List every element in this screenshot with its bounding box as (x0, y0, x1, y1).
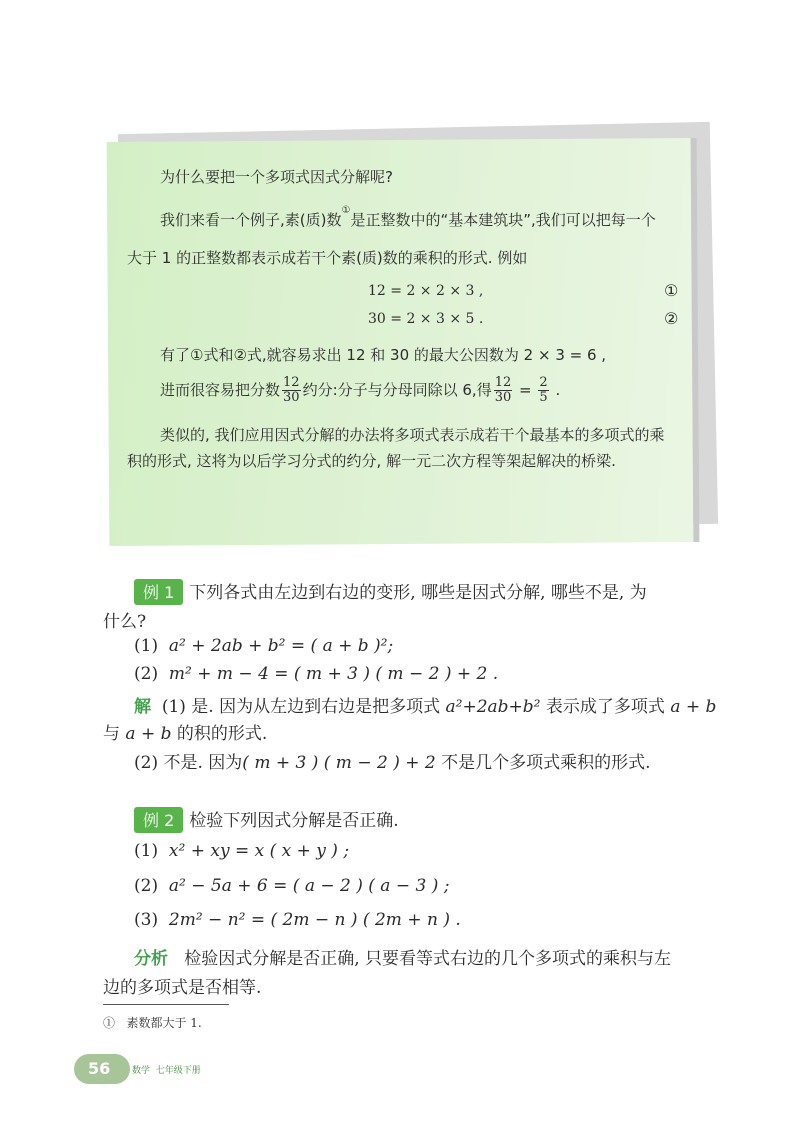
example-2-item-3 (134, 910, 461, 930)
analysis-text-1: 检验因式分解是否正确, 只要看等式右边的几个多项式的乘积与左 (184, 949, 672, 969)
card-paragraph-3 (160, 376, 560, 405)
equation-2-tag: ② (664, 309, 679, 328)
fraction-2-5: $\frac{2}{5}$ (539, 375, 548, 405)
solution-line-3 (134, 748, 651, 773)
equation-1: 12 = 2 × 2 × 3 , (368, 283, 484, 299)
footnote (103, 1014, 202, 1031)
fraction-12-30: $\frac{12}{30}$ (283, 375, 300, 405)
subject-label: 数学 (132, 1066, 151, 1076)
footnote-ref: ① (341, 205, 351, 216)
equation-1-tag: ① (664, 281, 679, 300)
solution-text-a: (1) 是. 因为从左边到右边是把多项式 (161, 697, 441, 717)
example-1-line-2: 什么? (103, 612, 147, 632)
example-2-heading (134, 806, 399, 833)
footnote-text: 素数都大于 1. (126, 1016, 202, 1030)
footnote-rule (103, 1004, 229, 1005)
fraction-12-30-b: $\frac{12}{30}$ (494, 375, 512, 405)
example-2-title: 检验下列因式分解是否正确. (189, 811, 399, 831)
card-p1-text-b: 是正整数中的“基本建筑块”,我们可以把每一个 (350, 211, 656, 229)
item-expression: a² − 5a + 6 = ( a − 2 ) ( a − 3 ) ; (168, 876, 450, 896)
analysis-label: 分析 (134, 949, 168, 969)
equals-sign: = (519, 381, 532, 399)
solution-expression-2: a + b (670, 697, 717, 717)
footnote-mark: ① (103, 1016, 116, 1030)
item-expression: 2m² − n² = ( 2m − n ) ( 2m + n ) . (168, 910, 461, 930)
card-paragraph-4-line-2: 积的形式, 这将为以后学习分式的约分, 解一元二次方程等架起解决的桥梁. (127, 452, 616, 470)
solution-2-text-a: (2) 不是. 因为 (134, 753, 243, 773)
item-label: (2) (134, 876, 159, 896)
solution-line-2-expr: a + b (125, 724, 172, 744)
callout-card (107, 138, 700, 546)
example-1-badge: 例 1 (134, 579, 183, 605)
example-1-item-2 (134, 664, 498, 684)
example-2-item-2 (134, 876, 449, 896)
solution-line-2-a: 与 (103, 724, 120, 744)
card-paragraph-1-line-2: 大于 1 的正整数都表示成若干个素(质)数的乘积的形式. 例如 (127, 249, 528, 267)
card-question: 为什么要把一个多项式因式分解呢? (160, 168, 393, 186)
card-p1-text-a: 我们来看一个例子,素(质)数 (160, 211, 342, 229)
card-paragraph-1-line-1 (160, 205, 656, 230)
example-2-item-1 (134, 841, 349, 861)
card-p3-text-a: 进而很容易把分数 (160, 381, 281, 399)
card-paragraph-4-line-1: 类似的, 我们应用因式分解的办法将多项式表示成若干个最基本的多项式的乘 (160, 426, 665, 444)
example-2-badge: 例 2 (134, 807, 183, 833)
example-1-heading (134, 578, 647, 605)
item-label: (1) (134, 636, 159, 656)
item-expression: m² + m − 4 = ( m + 3 ) ( m − 2 ) + 2 . (168, 664, 499, 684)
card-paragraph-2: 有了①式和②式,就容易求出 12 和 30 的最大公因数为 2 × 3 = 6 , (160, 346, 607, 364)
grade-label: 七年级下册 (155, 1066, 201, 1076)
solution-text-b: 表示成了多项式 (545, 697, 665, 717)
item-label: (2) (134, 664, 159, 684)
solution-2-text-b: 不是几个多项式乘积的形式. (441, 753, 651, 773)
analysis-line-2: 边的多项式是否相等. (103, 978, 262, 998)
page-number: 56 (88, 1059, 111, 1078)
item-label: (3) (134, 910, 159, 930)
solution-line-2-b: 的积的形式. (176, 724, 268, 744)
analysis-line-1 (134, 944, 671, 969)
item-expression: a² + 2ab + b² = ( a + b )²; (168, 636, 394, 656)
period: . (555, 381, 561, 399)
book-title (132, 1063, 201, 1076)
card-p3-text-b: 约分:分子与分母同除以 6,得 (302, 381, 492, 399)
solution-2-expression: ( m + 3 ) ( m − 2 ) + 2 (242, 753, 436, 773)
equation-2: 30 = 2 × 3 × 5 . (368, 311, 484, 327)
example-1-line-1: 下列各式由左边到右边的变形, 哪些是因式分解, 哪些不是, 为 (189, 583, 647, 603)
example-1-item-1 (134, 636, 393, 656)
solution-expression: a²+2ab+b² (445, 697, 541, 717)
solution-line-1 (134, 692, 716, 717)
solution-label: 解 (134, 697, 151, 717)
item-expression: x² + xy = x ( x + y ) ; (168, 841, 350, 861)
solution-line-2 (103, 719, 267, 744)
item-label: (1) (134, 841, 159, 861)
